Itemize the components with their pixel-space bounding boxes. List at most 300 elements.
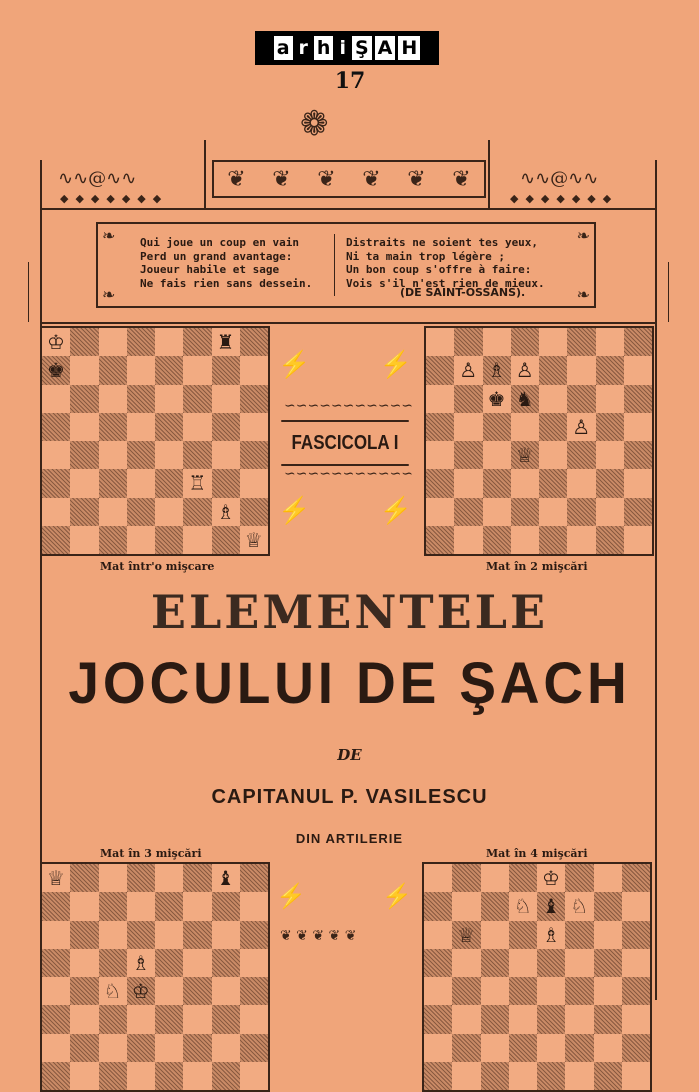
board-square — [594, 921, 622, 949]
chess-piece-icon: ♚ — [487, 386, 506, 411]
leaf-ornament-icon: ❦ — [317, 166, 336, 192]
board-square — [155, 864, 183, 892]
board-square — [509, 977, 537, 1005]
board-square — [537, 1034, 565, 1062]
board-square — [539, 385, 567, 413]
chess-piece-icon: ♘ — [513, 894, 532, 919]
chess-piece-icon: ♙ — [459, 358, 478, 383]
board-square — [212, 949, 240, 977]
board-square — [155, 441, 183, 469]
board-square — [42, 441, 70, 469]
board-square — [622, 1005, 650, 1033]
board-square — [622, 921, 650, 949]
crack-ornament-icon: ⚡ — [278, 350, 311, 380]
board-square — [454, 413, 482, 441]
logo-letter: i — [336, 36, 349, 60]
board-square — [70, 1034, 98, 1062]
board-square — [622, 1034, 650, 1062]
chess-piece-icon: ♝ — [216, 866, 235, 890]
board-square — [183, 1034, 211, 1062]
board-square — [565, 949, 593, 977]
logo-letter: a — [274, 36, 293, 60]
chess-piece-icon: ♔ — [47, 330, 65, 354]
board-square — [452, 892, 480, 920]
board-square — [565, 921, 593, 949]
flourish-right-icon: ∿∿@∿∿ — [520, 168, 599, 189]
board-square — [70, 1062, 98, 1090]
board-square — [240, 921, 268, 949]
board-square — [622, 864, 650, 892]
board-square — [70, 526, 98, 554]
board-square — [624, 328, 652, 356]
board-square — [99, 441, 127, 469]
logo-letter: H — [398, 36, 420, 60]
board-square — [70, 949, 98, 977]
crack-ornament-icon: ⚡ — [382, 882, 412, 910]
board-square — [539, 469, 567, 497]
chess-board-bottom-left — [40, 862, 270, 1092]
board-square — [624, 498, 652, 526]
board-square — [509, 1005, 537, 1033]
board-square — [454, 328, 482, 356]
board-square — [567, 441, 595, 469]
board-square — [99, 498, 127, 526]
board-square — [240, 1062, 268, 1090]
board-square — [99, 864, 127, 892]
issue-number: 17 — [334, 68, 366, 94]
chess-piece-icon: ♕ — [47, 866, 65, 890]
board-square — [426, 441, 454, 469]
board-square — [183, 498, 211, 526]
board-square — [539, 498, 567, 526]
frame-right-inner-line — [668, 262, 669, 322]
board-square — [127, 1062, 155, 1090]
chess-piece-icon: ♔ — [542, 866, 560, 890]
caption-bottom-right: Mat în 4 mişcări — [486, 847, 588, 860]
board-square — [240, 441, 268, 469]
corner-leaf-icon: ❧ — [102, 285, 116, 304]
chess-piece-icon: ♗ — [216, 499, 235, 524]
logo-letter: r — [296, 36, 311, 60]
board-square — [596, 498, 624, 526]
board-square — [426, 328, 454, 356]
board-square — [99, 892, 127, 920]
quote-right-verse: Distraits ne soient tes yeux, Ni ta main trop légère ; Un bon coup s'offre à faire: Vois s'il n'est rien de mieux. — [346, 236, 545, 290]
board-square — [155, 385, 183, 413]
board-square — [454, 469, 482, 497]
chess-board-top-left — [40, 326, 270, 556]
board-square — [452, 1062, 480, 1090]
board-square — [240, 977, 268, 1005]
board-square — [567, 498, 595, 526]
quote-box — [96, 222, 596, 308]
board-square — [509, 949, 537, 977]
board-square — [240, 498, 268, 526]
frame-mid-rule — [40, 322, 657, 324]
board-square — [42, 526, 70, 554]
board-square — [70, 864, 98, 892]
sunburst-ornament-icon: ❁ — [300, 104, 329, 144]
caption-top-left: Mat într'o mişcare — [100, 560, 215, 573]
board-square — [452, 949, 480, 977]
board-square — [596, 469, 624, 497]
board-square — [596, 328, 624, 356]
board-square — [240, 1005, 268, 1033]
board-square — [70, 441, 98, 469]
chess-piece-icon: ♔ — [131, 979, 150, 1003]
logo-letter: A — [375, 36, 396, 60]
board-square — [426, 385, 454, 413]
diamond-row-right: ◆◆◆◆◆◆◆ — [510, 192, 619, 205]
board-square — [127, 1034, 155, 1062]
board-square — [240, 356, 268, 384]
board-square — [70, 413, 98, 441]
board-square — [424, 1005, 452, 1033]
crack-ornament-icon: ⚡ — [278, 496, 311, 526]
board-square — [70, 921, 98, 949]
board-square — [127, 385, 155, 413]
board-square — [565, 977, 593, 1005]
board-square — [424, 864, 452, 892]
board-square — [565, 1034, 593, 1062]
board-square — [483, 328, 511, 356]
board-square — [240, 413, 268, 441]
board-square — [424, 977, 452, 1005]
board-square — [127, 328, 155, 356]
chess-board-bottom-right — [422, 862, 652, 1092]
board-square — [624, 526, 652, 554]
chess-piece-icon: ♖ — [188, 471, 207, 496]
board-square — [127, 498, 155, 526]
board-square — [212, 1005, 240, 1033]
archive-logo — [255, 31, 439, 65]
frame-right-line — [655, 160, 657, 1000]
board-square — [424, 1062, 452, 1090]
board-square — [70, 385, 98, 413]
post-left — [204, 140, 206, 210]
caption-bottom-left: Mat în 3 mişcări — [100, 847, 202, 860]
board-square — [70, 469, 98, 497]
board-square — [452, 977, 480, 1005]
board-square — [509, 1062, 537, 1090]
board-square — [155, 1005, 183, 1033]
board-square — [509, 921, 537, 949]
board-square — [624, 469, 652, 497]
chess-piece-icon: ♘ — [570, 894, 589, 919]
board-square — [155, 498, 183, 526]
chess-piece-icon: ♜ — [216, 330, 235, 354]
board-square — [537, 1005, 565, 1033]
board-square — [483, 441, 511, 469]
scroll-ornament-icon: ∽∽∽∽∽∽∽∽∽∽∽ — [284, 466, 414, 482]
scroll-ornament-icon: ∽∽∽∽∽∽∽∽∽∽∽ — [284, 398, 414, 414]
board-square — [212, 413, 240, 441]
board-square — [565, 1005, 593, 1033]
board-square — [539, 356, 567, 384]
board-square — [183, 949, 211, 977]
board-square — [567, 526, 595, 554]
board-square — [183, 977, 211, 1005]
board-square — [212, 892, 240, 920]
board-square — [42, 892, 70, 920]
chess-piece-icon: ♞ — [515, 386, 534, 411]
board-square — [240, 469, 268, 497]
post-right — [488, 140, 490, 210]
quote-left-verse: Qui joue un coup en vain Perd un grand avantage: Joueur habile et sage Ne fais rien sans dessein. — [140, 236, 313, 290]
board-square — [596, 356, 624, 384]
board-square — [539, 413, 567, 441]
fascicle-label: FASCICOLA I — [281, 420, 409, 466]
chess-piece-icon: ♕ — [244, 527, 263, 552]
board-square — [537, 977, 565, 1005]
board-square — [511, 413, 539, 441]
logo-letter: h — [314, 36, 334, 60]
board-square — [155, 413, 183, 441]
board-square — [594, 977, 622, 1005]
board-square — [99, 526, 127, 554]
board-square — [483, 469, 511, 497]
board-square — [622, 892, 650, 920]
top-ornament-panel — [212, 160, 486, 198]
board-square — [212, 526, 240, 554]
quote-divider — [334, 234, 335, 296]
board-square — [594, 1062, 622, 1090]
board-square — [622, 949, 650, 977]
board-square — [511, 328, 539, 356]
board-square — [624, 413, 652, 441]
board-square — [240, 949, 268, 977]
board-square — [155, 949, 183, 977]
board-square — [509, 864, 537, 892]
board-square — [70, 328, 98, 356]
chess-board-top-right — [424, 326, 654, 556]
board-square — [127, 864, 155, 892]
board-square — [155, 328, 183, 356]
crack-ornament-icon: ⚡ — [379, 350, 412, 380]
board-square — [426, 526, 454, 554]
board-square — [426, 498, 454, 526]
board-square — [127, 1005, 155, 1033]
leaf-ornament-icon: ❦ — [452, 166, 471, 192]
chess-piece-icon: ♕ — [515, 443, 534, 467]
chess-piece-icon: ♙ — [572, 414, 591, 439]
board-square — [481, 1062, 509, 1090]
board-square — [99, 385, 127, 413]
board-square — [183, 385, 211, 413]
board-square — [212, 921, 240, 949]
board-square — [212, 441, 240, 469]
board-square — [622, 977, 650, 1005]
board-square — [596, 526, 624, 554]
board-square — [42, 498, 70, 526]
board-square — [452, 864, 480, 892]
board-square — [42, 1034, 70, 1062]
board-square — [127, 921, 155, 949]
board-square — [426, 356, 454, 384]
board-square — [42, 921, 70, 949]
frame-left-inner-line — [28, 262, 29, 322]
chess-piece-icon: ♙ — [515, 358, 534, 383]
board-square — [155, 469, 183, 497]
board-square — [594, 949, 622, 977]
board-square — [42, 1005, 70, 1033]
leaf-ornament-icon: ❦ — [407, 166, 426, 192]
crack-ornament-icon: ⚡ — [276, 882, 306, 910]
board-square — [424, 921, 452, 949]
caption-top-right: Mat în 2 mişcări — [486, 560, 588, 573]
board-square — [426, 469, 454, 497]
board-square — [424, 949, 452, 977]
board-square — [155, 921, 183, 949]
board-square — [481, 892, 509, 920]
board-square — [481, 1034, 509, 1062]
author-name: CAPITANUL P. VASILESCU — [211, 786, 488, 808]
chess-piece-icon: ♕ — [457, 922, 476, 947]
leaf-ornament-icon: ❦ — [272, 166, 291, 192]
board-square — [42, 1062, 70, 1090]
board-square — [183, 356, 211, 384]
board-square — [183, 328, 211, 356]
board-square — [99, 469, 127, 497]
board-square — [212, 469, 240, 497]
board-square — [99, 413, 127, 441]
board-square — [212, 385, 240, 413]
board-square — [240, 892, 268, 920]
board-square — [183, 441, 211, 469]
board-square — [127, 469, 155, 497]
board-square — [452, 1005, 480, 1033]
board-square — [424, 892, 452, 920]
board-square — [42, 977, 70, 1005]
board-square — [42, 949, 70, 977]
board-square — [70, 1005, 98, 1033]
board-square — [240, 385, 268, 413]
leaf-ornament-icon: ❦ — [362, 166, 381, 192]
board-square — [155, 1034, 183, 1062]
board-square — [454, 498, 482, 526]
board-square — [509, 1034, 537, 1062]
board-square — [155, 356, 183, 384]
board-square — [99, 949, 127, 977]
board-square — [483, 526, 511, 554]
board-square — [596, 441, 624, 469]
board-square — [452, 1034, 480, 1062]
board-square — [70, 977, 98, 1005]
author-unit: DIN ARTILERIE — [295, 831, 404, 846]
board-square — [624, 356, 652, 384]
title-line-2: JOCULUI DE ŞACH — [68, 651, 631, 716]
board-square — [183, 892, 211, 920]
corner-leaf-icon: ❧ — [576, 226, 590, 245]
board-square — [537, 949, 565, 977]
board-square — [183, 921, 211, 949]
board-square — [481, 1005, 509, 1033]
board-square — [565, 864, 593, 892]
diamond-row-left: ◆◆◆◆◆◆◆ — [60, 192, 169, 205]
board-square — [567, 328, 595, 356]
board-square — [183, 1062, 211, 1090]
board-square — [183, 526, 211, 554]
board-square — [127, 526, 155, 554]
board-square — [183, 413, 211, 441]
board-square — [99, 1005, 127, 1033]
board-square — [99, 1062, 127, 1090]
board-square — [594, 892, 622, 920]
board-square — [624, 385, 652, 413]
board-square — [454, 526, 482, 554]
board-square — [42, 385, 70, 413]
board-square — [622, 1062, 650, 1090]
board-square — [99, 921, 127, 949]
corner-leaf-icon: ❧ — [102, 226, 116, 245]
board-square — [127, 441, 155, 469]
board-square — [594, 1034, 622, 1062]
board-square — [127, 356, 155, 384]
bottom-center-panel — [268, 862, 420, 1000]
board-square — [240, 864, 268, 892]
by-label: DE — [337, 746, 362, 764]
board-square — [483, 498, 511, 526]
board-square — [596, 413, 624, 441]
chess-piece-icon: ♝ — [542, 894, 560, 919]
board-square — [594, 864, 622, 892]
board-square — [99, 328, 127, 356]
board-square — [183, 864, 211, 892]
board-square — [511, 526, 539, 554]
flourish-left-icon: ∿∿@∿∿ — [58, 168, 137, 189]
board-square — [240, 1034, 268, 1062]
corner-leaf-icon: ❧ — [576, 285, 590, 304]
board-square — [483, 413, 511, 441]
board-square — [212, 977, 240, 1005]
board-square — [240, 328, 268, 356]
board-square — [155, 977, 183, 1005]
board-square — [212, 356, 240, 384]
board-square — [567, 356, 595, 384]
board-square — [511, 498, 539, 526]
frame-top-rule — [40, 208, 657, 210]
board-square — [424, 1034, 452, 1062]
board-square — [481, 949, 509, 977]
grass-ornament-icon: ❦ ❦ ❦ ❦ ❦ — [280, 928, 357, 944]
board-square — [99, 1034, 127, 1062]
board-square — [481, 921, 509, 949]
board-square — [426, 413, 454, 441]
board-square — [565, 1062, 593, 1090]
board-square — [539, 526, 567, 554]
board-square — [70, 892, 98, 920]
chess-piece-icon: ♚ — [47, 358, 65, 383]
board-square — [537, 1062, 565, 1090]
title-line-1: ELEMENTELE — [150, 585, 549, 639]
board-square — [454, 441, 482, 469]
quote-attribution: (DE SAINT-OSSANS). — [400, 286, 526, 299]
board-square — [183, 1005, 211, 1033]
board-square — [454, 385, 482, 413]
board-square — [212, 1034, 240, 1062]
board-square — [511, 469, 539, 497]
board-square — [155, 1062, 183, 1090]
board-square — [42, 413, 70, 441]
board-square — [596, 385, 624, 413]
board-square — [481, 864, 509, 892]
board-square — [155, 526, 183, 554]
board-square — [212, 1062, 240, 1090]
crack-ornament-icon: ⚡ — [379, 496, 412, 526]
board-square — [42, 469, 70, 497]
board-square — [155, 892, 183, 920]
board-square — [539, 328, 567, 356]
